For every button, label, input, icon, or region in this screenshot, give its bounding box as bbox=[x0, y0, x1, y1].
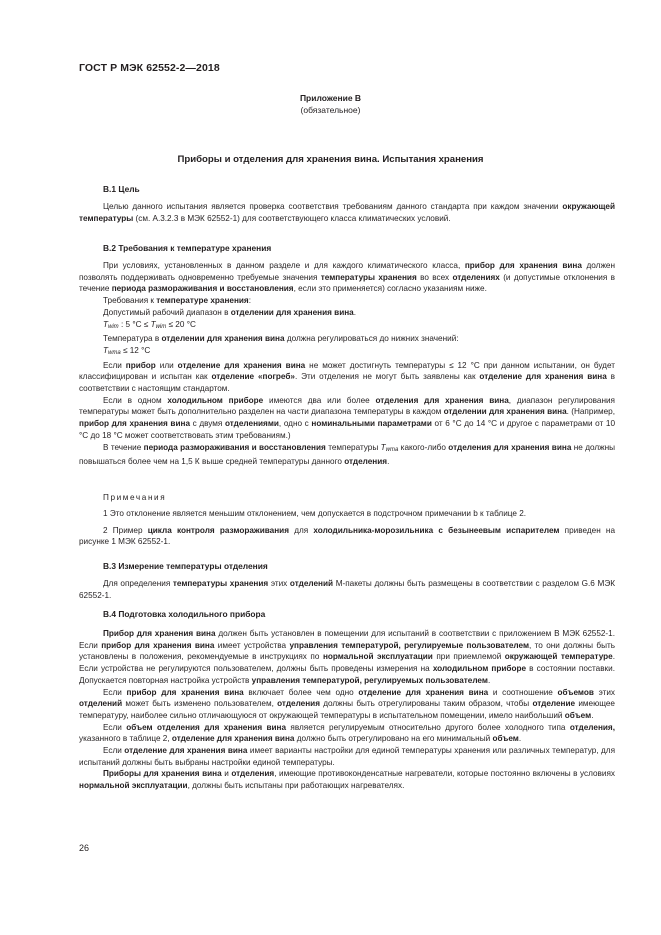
note-item: 1 Это отклонение является меньшим отклонением, чем допускается в подстрочном примечании b к таблице 2. bbox=[103, 509, 527, 518]
section-heading-b2: В.2 Требования к температуре хранения bbox=[103, 243, 272, 253]
paragraph: Целью данного испытания является проверка соответствия требованиям данного стандарта при каждом значении окружающей температуры (см. А.3.2.3 в МЭК 62552-1) для соответствующего класса климатических условий. bbox=[79, 202, 615, 223]
paragraph: Требования к температуре хранения: bbox=[103, 296, 251, 306]
notes-heading: Примечания bbox=[103, 493, 167, 502]
main-title: Приборы и отделения для хранения вина. Испытания хранения bbox=[177, 154, 484, 165]
paragraph: Допустимый рабочий диапазон в отделении для хранения вина. bbox=[103, 307, 357, 317]
notes-body bbox=[79, 508, 615, 548]
formula: $T_{wma} \le 12$ °C bbox=[103, 345, 151, 356]
paragraph: Если прибор или отделение для хранения вина не может достигнуть температуры ≤ 12 °C при данном испытании, он будет классифицирован и испытан как отделение «погреб». Эти отделения не могут быть заявлены как отделение для хранения вина в соответствии с настоящим стандартом. bbox=[79, 360, 616, 394]
paragraph: Если объем отделения для хранения вина является регулируемым относительно другого более холодного типа отделения, указанного в таблице 2, отделение для хранения вина должно быть отрегулировано на его минимальный объем. bbox=[79, 722, 615, 744]
paragraph: Если прибор для хранения вина включает более чем одно отделение для хранения вина и соотношение объемов этих отделений может быть изменено пользователем, отделения должны быть отрегулированы таким образом, чтобы отделение имеющее температуру, наиболее сильно отличающуюся от окружающей температуры в испытательном помещении, имело наибольший объем. bbox=[79, 687, 616, 720]
annex-title: Приложение В bbox=[299, 93, 362, 103]
section-b2-body bbox=[79, 260, 615, 468]
section-heading-b3: В.3 Измерение температуры отделения bbox=[103, 561, 268, 571]
page-number: 26 bbox=[79, 843, 90, 853]
section-b1-body bbox=[79, 201, 615, 224]
section-b3-body bbox=[79, 578, 615, 601]
paragraph: Температура в отделении для хранения вина должна регулироваться до нижних значений: bbox=[103, 334, 459, 344]
paragraph: Приборы для хранения вина и отделения, имеющие противоконденсатные нагреватели, которые постоянно включены в условиях нормальной эксплуатации, должны быть испытаны при работающих нагревателях. bbox=[79, 769, 616, 791]
formula: $T_{wim}$ : 5 $^\circ C \le T_{wim} \le 20$ °C bbox=[103, 319, 196, 330]
paragraph: Если отделение для хранения вина имеет варианты настройки для единой температуры хранения или различных температур, для испытаний должны быть выбраны настройки единой температуры. bbox=[79, 746, 616, 767]
standard-number: ГОСТ Р МЭК 62552-2—2018 bbox=[79, 62, 220, 74]
annex-status: (обязательное) bbox=[300, 105, 361, 115]
note-item: 2 Пример цикла контроля размораживания для холодильника-морозильника с безынеевым испарителем приведен на рисунке 1 МЭК 62552-1. bbox=[79, 525, 616, 547]
section-b4-body bbox=[79, 628, 615, 792]
paragraph: Для определения температуры хранения этих отделений М-пакеты должны быть размещены в соответствии с разделом G.6 МЭК 62552-1. bbox=[79, 579, 615, 600]
section-heading-b4: В.4 Подготовка холодильного прибора bbox=[103, 609, 266, 619]
paragraph: Прибор для хранения вина должен быть установлен в помещении для испытаний в соответствии с приложением В МЭК 62552-1. Если прибор для хранения вина имеет устройства управления температурой, регулируемые пользователем, то они должны быть установлены в положения, рекомендуемые в инструкциях по нормальной эксплуатации при приемлемой окружающей температуре. Если устройства не регулируются пользователем, должны быть проведены измерения на холодильном приборе в состоянии поставки. Допускается повторная настройка устройств управления температурой, регулируемых пользователем. bbox=[79, 629, 616, 685]
paragraph: В течение периода размораживания и восстановления температуры $T_{wma}$ какого-либо отделения для хранения вина не должны повышаться более чем на 1,5 К выше средней температуры данного отделения. bbox=[79, 442, 616, 467]
section-heading-b1: В.1 Цель bbox=[103, 184, 140, 194]
paragraph: При условиях, установленных в данном разделе и для каждого климатического класса, прибор для хранения вина должен позволять поддерживать одновременно требуемые значения температуры хранения во всех отделениях (и допустимые отклонения в течение периода размораживания и восстановления, если это применяется) согласно указаниям ниже. bbox=[79, 261, 615, 294]
paragraph: Если в одном холодильном приборе имеются два или более отделения для хранения вина, диапазон регулирования температуры может быть дополнительно разделен на части диапазона температуры в каждом отделении для хранения вина. (Например, прибор для хранения вина с двумя отделениями, одно с номинальными параметрами от 6 °C до 14 °C и другое с параметрами от 10 °C до 18 °C может соответствовать этим требованиям.) bbox=[79, 395, 616, 440]
